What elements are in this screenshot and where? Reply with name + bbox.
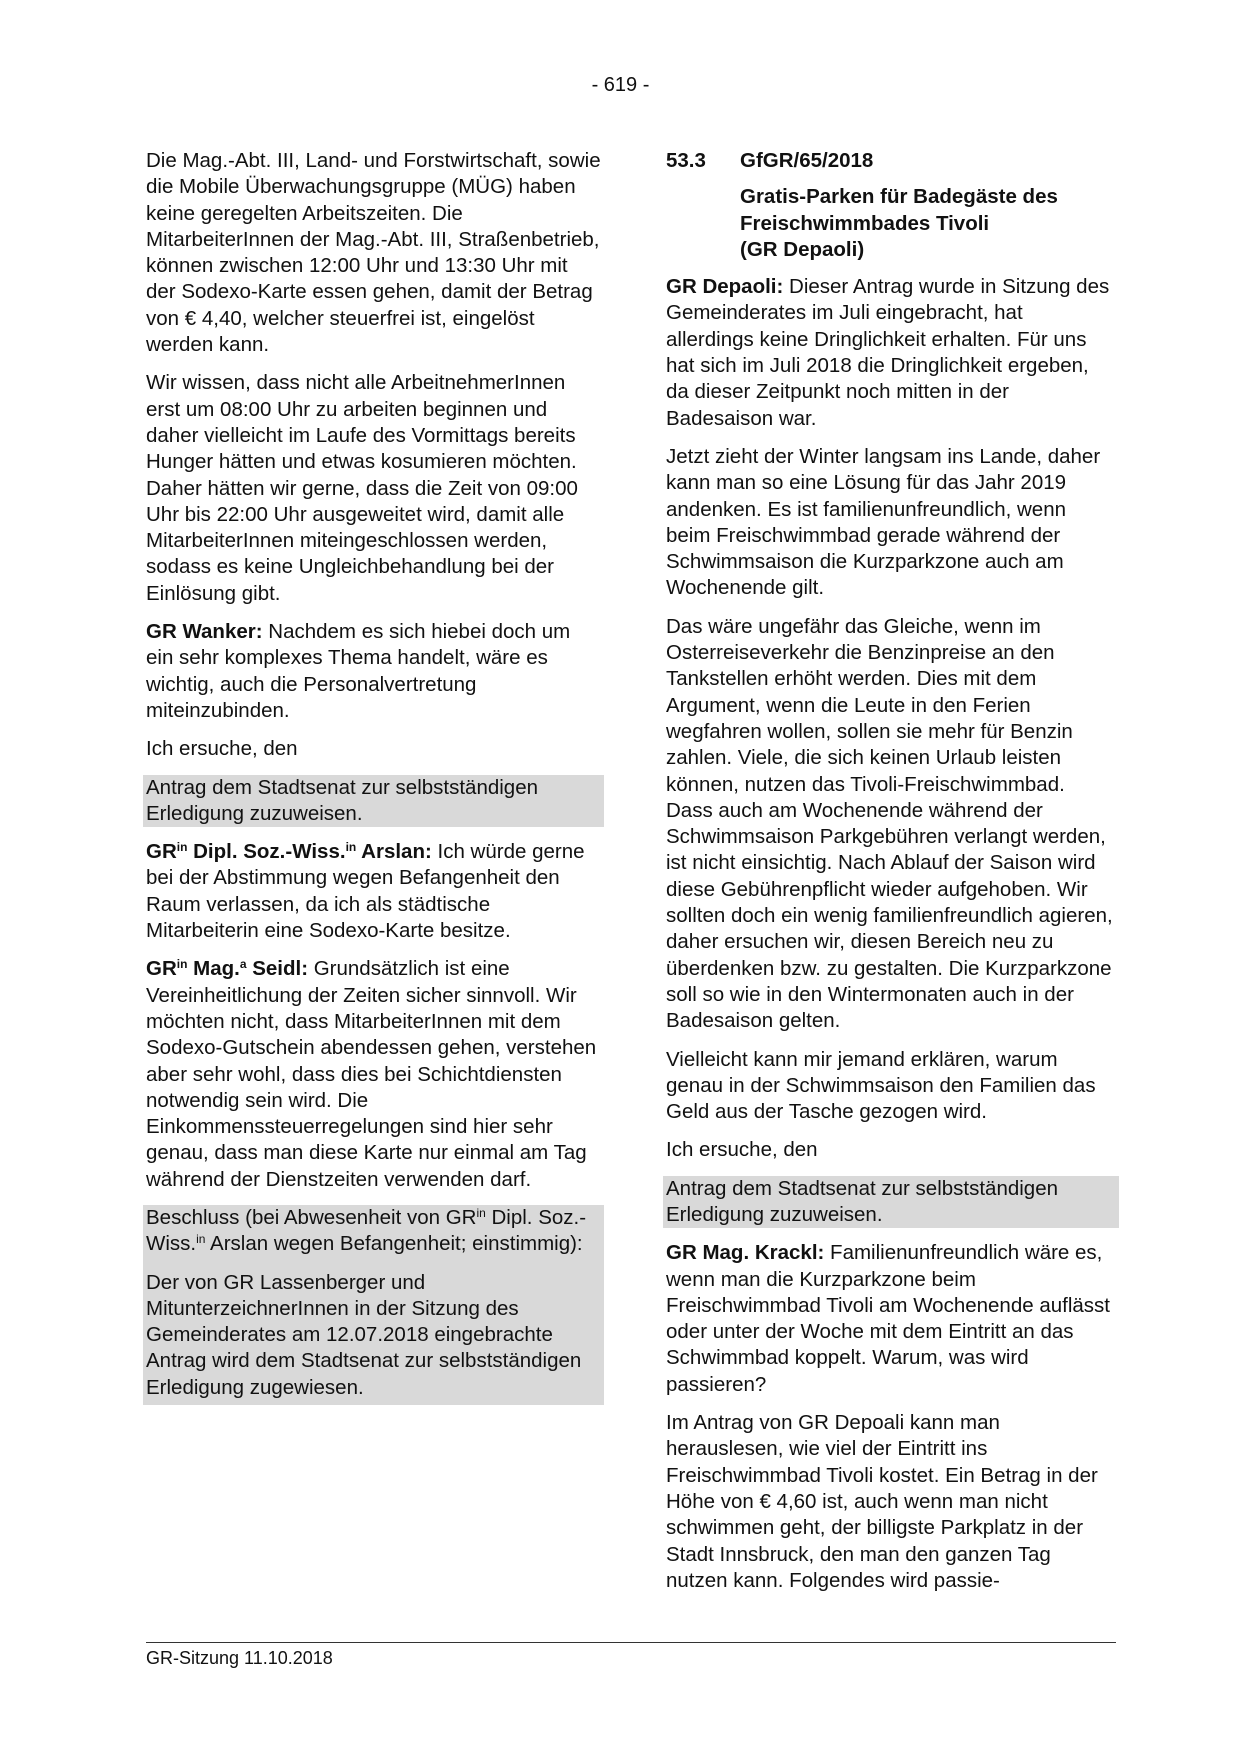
motion-box: Antrag dem Stadtsenat zur selbstständigen Erledigung zuzuweisen. bbox=[143, 775, 604, 828]
statement-text: Nachdem es sich hiebei doch um ein sehr komplexes Thema handelt, wäre es wichtig, auch die Personalvertretung miteinzubinden. bbox=[146, 620, 571, 722]
speaker-name: GR Wanker: bbox=[146, 620, 263, 644]
statement-text: Ich würde gerne bei der Abstimmung wegen Befangenheit den Raum verlassen, da ich als städtische Mitarbeiterin eine Sodexo-Karte besitze. bbox=[146, 840, 585, 943]
seidl-statement bbox=[146, 956, 601, 1193]
arslan-statement bbox=[146, 839, 601, 944]
decision-text: Der von GR Lassenberger und MitunterzeichnerInnen in der Sitzung des Gemeinderates am 12.07.2018 eingebrachte Antrag wird dem Stadtsenat zur selbstständigen Erledigung zugewiesen. bbox=[146, 1270, 582, 1399]
agenda-item-code: GfGR/65/2018 bbox=[740, 149, 874, 172]
speaker-name: GR Depaoli: bbox=[666, 275, 784, 299]
right-paragraph-4: Vielleicht kann mir jemand erklären, warum genau in der Schwimmsaison den Familien das Geld aus der Tasche gezogen wird. bbox=[666, 1047, 1096, 1124]
right-paragraph-2: Jetzt zieht der Winter langsam ins Lande, daher kann man so eine Lösung für das Jahr 2019 andenken. Es ist familienunfreundlich, wenn beim Freischwimmbad gerade während der Schwimmsaison die Kurzparkzone auch am Wochenende gilt. bbox=[666, 444, 1101, 600]
request-line: Ich ersuche, den bbox=[666, 1138, 818, 1162]
speaker-name: GR Mag. Krackl: bbox=[666, 1241, 825, 1265]
speaker-name: $GR^{in}$ Dipl. Soz.-Wiss.$^{in}$ Arslan: bbox=[146, 840, 432, 864]
krackl-statement bbox=[666, 1240, 1116, 1398]
agenda-item-number: 53.3 bbox=[666, 149, 706, 172]
statement-text: Familienunfreundlich wäre es, wenn man die Kurzparkzone beim Freischwimmbad Tivoli am Wochenende auflässt oder unter der Woche mit dem Eintritt an das Schwimmbad koppelt. Warum, was wird passieren? bbox=[666, 1241, 1110, 1396]
agenda-item-heading bbox=[666, 148, 1116, 174]
agenda-item-title: Gratis-Parken für Badegäste des Freischwimmbades Tivoli (GR Depaoli) bbox=[740, 185, 1058, 261]
right-column bbox=[666, 148, 1116, 1606]
wanker-statement bbox=[146, 619, 601, 724]
request-line: Ich ersuche, den bbox=[146, 737, 298, 761]
statement-text: Dieser Antrag wurde in Sitzung des Gemeinderates im Juli eingebracht, hat allerdings keine Dringlichkeit erhalten. Für uns hat sich im Juli 2018 die Dringlichkeit ergeben, da dieser Zeitpunkt noch mitten in der Badesaison war. bbox=[666, 275, 1110, 430]
left-paragraph-2: Wir wissen, dass nicht alle ArbeitnehmerInnen erst um 08:00 Uhr zu arbeiten beginnen und daher vielleicht im Laufe des Vormittags bereits Hunger hätten und etwas kosumieren möchten. Daher hätten wir gerne, dass die Zeit von 09:00 Uhr bis 22:00 Uhr ausgeweitet wird, damit alle MitarbeiterInnen miteingeschlossen werden, sodass es keine Ungleichbehandlung bei der Einlösung gibt. bbox=[146, 371, 578, 605]
footer-text: GR-Sitzung 11.10.2018 bbox=[146, 1648, 333, 1668]
page-number: - 619 - bbox=[591, 74, 650, 96]
decision-box bbox=[143, 1205, 604, 1405]
speaker-name: $GR^{in}$ Mag.$^a$ Seidl: bbox=[146, 957, 309, 981]
left-column bbox=[146, 148, 601, 1405]
depaoli-statement bbox=[666, 274, 1116, 432]
right-paragraph-3: Das wäre ungefähr das Gleiche, wenn im Osterreiseverkehr die Benzinpreise an den Tankstellen erhöht werden. Dies mit dem Argument, wenn die Leute in den Ferien wegfahren wollen, sollen sie mehr für Benzin zahlen. Viele, die sich keinen Urlaub leisten können, nutzen das Tivoli-Freischwimmbad. Dass auch am Wochenende während der Schwimmsaison Parkgebühren verlangt werden, ist nicht einsichtig. Nach Ablauf der Saison wird diese Gebührenpflicht wieder aufgehoben. Wir sollten doch ein wenig familienfreundlich agieren, daher ersuchen wir, diesen Bereich neu zu überdenken bzw. zu gestalten. Die Kurzparkzone soll so wie in den Wintermonaten auch in der Badesaison gelten. bbox=[666, 614, 1113, 1033]
statement-text: Grundsätzlich ist eine Vereinheitlichung der Zeiten sicher sinnvoll. Wir möchten nicht, dass MitarbeiterInnen mit dem Sodexo-Gutschein abendessen gehen, verstehen aber sehr wohl, dass dies bei Schichtdiensten notwendig sein wird. Die Einkommenssteuerregelungen sind hier sehr genau, dass man diese Karte nur einmal am Tag während der Dienstzeiten verwenden darf. bbox=[146, 957, 597, 1191]
right-paragraph-last: Im Antrag von GR Depoali kann man herauslesen, wie viel der Eintritt ins Freischwimmbad Tivoli kostet. Ein Betrag in der Höhe von € 4,60 ist, auch wenn man nicht schwimmen geht, der billigste Parkplatz in der Stadt Innsbruck, den man den ganzen Tag nutzen kann. Folgendes wird passie- bbox=[666, 1411, 1098, 1592]
decision-heading: Beschluss (bei Abwesenheit von $GR^{in}$ Dipl. Soz.-Wiss.$^{in}$ Arslan wegen Befangenheit; einstimmig): bbox=[146, 1205, 587, 1256]
motion-box: Antrag dem Stadtsenat zur selbstständigen Erledigung zuzuweisen. bbox=[663, 1176, 1119, 1229]
left-paragraph-1: Die Mag.-Abt. III, Land- und Forstwirtschaft, sowie die Mobile Überwachungsgruppe (MÜG) haben keine geregelten Arbeitszeiten. Die MitarbeiterInnen der Mag.-Abt. III, Straßenbetrieb, können zwischen 12:00 Uhr und 13:30 Uhr mit der Sodexo-Karte essen gehen, damit der Betrag von € 4,40, welcher steuerfrei ist, eingelöst werden kann. bbox=[146, 149, 601, 357]
footer-divider bbox=[146, 1642, 1116, 1643]
